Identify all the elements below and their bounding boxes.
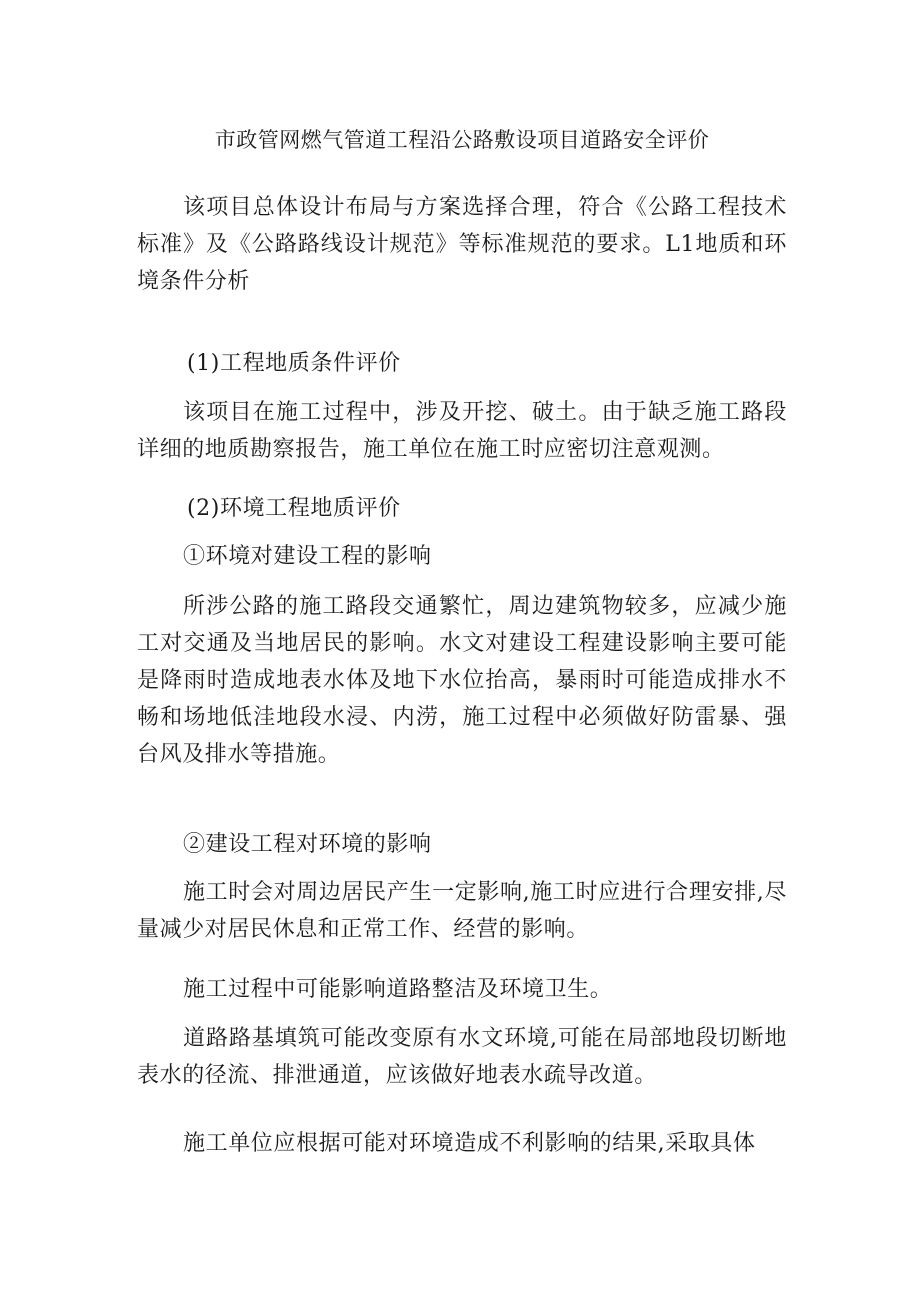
hydrology-paragraph: 道路路基填筑可能改变原有水文环境,可能在局部地段切断地表水的径流、排泄通道，应该做好地表水疏导改道。: [137, 1026, 787, 1088]
intro-paragraph: 该项目总体设计布局与方案选择合理，符合《公路工程技术标准》及《公路路线设计规范》等标准规范的要求。L1地质和环境条件分析: [137, 195, 787, 294]
section-heading-2: (2)环境工程地质评价: [187, 496, 401, 521]
sanitation-paragraph: 施工过程中可能影响道路整洁及环境卫生。: [183, 977, 613, 1002]
section-heading-1: (1)工程地质条件评价: [187, 351, 401, 376]
document-title: 市政管网燃气管道工程沿公路敷设项目道路安全评价: [214, 128, 710, 152]
residents-impact-paragraph: 施工时会对周边居民产生一定影响,施工时应进行合理安排,尽量减少对居民休息和正常工作、经营的影响。: [137, 880, 787, 942]
measures-paragraph: 施工单位应根据可能对环境造成不利影响的结果,采取具体: [183, 1131, 756, 1156]
geology-paragraph: 该项目在施工过程中，涉及开挖、破土。由于缺乏施工路段详细的地质勘察报告，施工单位在施工时应密切注意观测。: [137, 400, 787, 462]
subsection-heading-1: ①环境对建设工程的影响: [183, 544, 432, 569]
subsection-heading-2: ②建设工程对环境的影响: [183, 832, 432, 857]
environment-impact-paragraph: 所涉公路的施工路段交通繁忙，周边建筑物较多，应减少施工对交通及当地居民的影响。水文对建设工程建设影响主要可能是降雨时造成地表水体及地下水位抬高，暴雨时可能造成排水不畅和场地低洼地段水浸、内涝，施工过程中必须做好防雷暴、强台风及排水等措施。: [137, 594, 787, 767]
